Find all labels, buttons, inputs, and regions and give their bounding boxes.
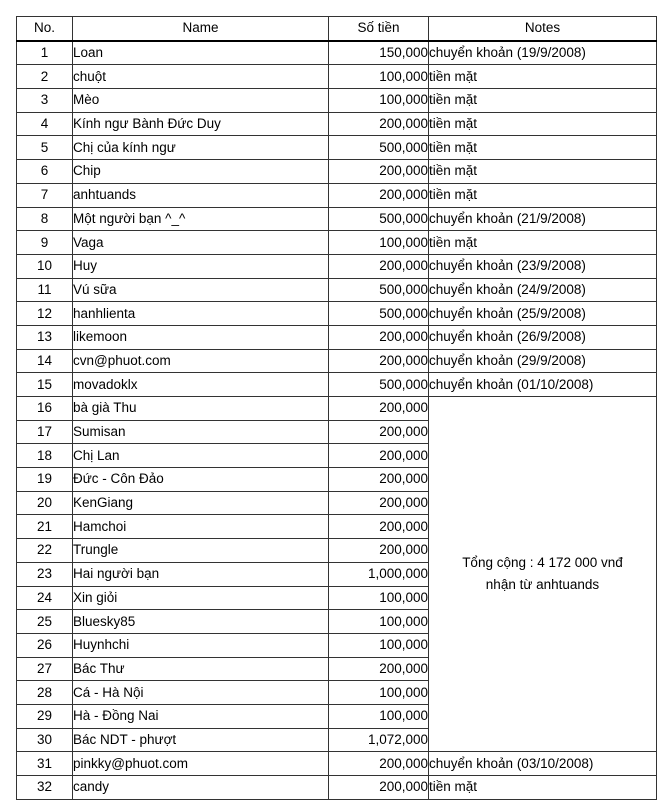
donor-name: Một người bạn ^_^ [73, 207, 329, 231]
donor-name: KenGiang [73, 491, 329, 515]
row-number: 11 [17, 278, 73, 302]
table-row [17, 254, 657, 278]
table-row [17, 41, 657, 65]
payment-note: tiền mặt [429, 112, 657, 136]
donor-name: Chip [73, 160, 329, 184]
donation-amount: 100,000 [329, 633, 429, 657]
payment-note: chuyển khoản (23/9/2008) [429, 254, 657, 278]
donation-table [16, 16, 657, 800]
donor-name: Loan [73, 41, 329, 65]
donor-name: Bác NDT - phượt [73, 728, 329, 752]
donation-amount: 100,000 [329, 586, 429, 610]
table-row [17, 349, 657, 373]
row-number: 3 [17, 89, 73, 113]
donation-amount: 500,000 [329, 278, 429, 302]
donor-name: Đức - Côn Đảo [73, 468, 329, 492]
total-summary-cell [429, 397, 657, 752]
table-row [17, 752, 657, 776]
donor-name: movadoklx [73, 373, 329, 397]
donor-name: bà già Thu [73, 397, 329, 421]
row-number: 12 [17, 302, 73, 326]
row-number: 27 [17, 657, 73, 681]
donation-amount: 100,000 [329, 231, 429, 255]
donation-amount: 200,000 [329, 397, 429, 421]
row-number: 6 [17, 160, 73, 184]
total-receiver-text: nhận từ anhtuands [485, 577, 600, 593]
payment-note: tiền mặt [429, 231, 657, 255]
payment-note: tiền mặt [429, 183, 657, 207]
payment-note: tiền mặt [429, 136, 657, 160]
donor-name: Kính ngư Bành Đức Duy [73, 112, 329, 136]
row-number: 25 [17, 610, 73, 634]
row-number: 14 [17, 349, 73, 373]
row-number: 32 [17, 776, 73, 800]
row-number: 30 [17, 728, 73, 752]
donor-name: chuột [73, 65, 329, 89]
donor-name: Hai người bạn [73, 562, 329, 586]
header-row [17, 17, 657, 41]
row-number: 16 [17, 397, 73, 421]
table-row [17, 65, 657, 89]
donor-name: Hamchoi [73, 515, 329, 539]
donor-name: Hà - Đồng Nai [73, 704, 329, 728]
header-no: No. [17, 17, 73, 41]
table-row [17, 89, 657, 113]
header-amount: Số tiền [329, 17, 429, 41]
row-number: 18 [17, 444, 73, 468]
donation-amount: 200,000 [329, 515, 429, 539]
row-number: 29 [17, 704, 73, 728]
payment-note: tiền mặt [429, 89, 657, 113]
row-number: 13 [17, 325, 73, 349]
payment-note: chuyển khoản (25/9/2008) [429, 302, 657, 326]
table-row [17, 183, 657, 207]
donor-name: Vaga [73, 231, 329, 255]
donor-name: cvn@phuot.com [73, 349, 329, 373]
table-row [17, 136, 657, 160]
payment-note: tiền mặt [429, 160, 657, 184]
donation-amount: 1,072,000 [329, 728, 429, 752]
header-notes: Notes [429, 17, 657, 41]
donation-amount: 200,000 [329, 657, 429, 681]
donor-name: Bluesky85 [73, 610, 329, 634]
payment-note: tiền mặt [429, 776, 657, 800]
table-row [17, 207, 657, 231]
donor-name: Xin giỏi [73, 586, 329, 610]
donation-amount: 200,000 [329, 444, 429, 468]
row-number: 8 [17, 207, 73, 231]
donation-amount: 150,000 [329, 41, 429, 65]
header-name: Name [73, 17, 329, 41]
table-row [17, 160, 657, 184]
donor-name: Bác Thư [73, 657, 329, 681]
row-number: 2 [17, 65, 73, 89]
row-number: 20 [17, 491, 73, 515]
donation-amount: 200,000 [329, 776, 429, 800]
donor-name: candy [73, 776, 329, 800]
donation-amount: 200,000 [329, 325, 429, 349]
donation-amount: 200,000 [329, 420, 429, 444]
row-number: 24 [17, 586, 73, 610]
row-number: 28 [17, 681, 73, 705]
row-number: 17 [17, 420, 73, 444]
table-row [17, 776, 657, 800]
row-number: 4 [17, 112, 73, 136]
donation-amount: 1,000,000 [329, 562, 429, 586]
table-row [17, 231, 657, 255]
donor-name: anhtuands [73, 183, 329, 207]
donation-amount: 500,000 [329, 207, 429, 231]
donor-name: Chị Lan [73, 444, 329, 468]
donor-name: hanhlienta [73, 302, 329, 326]
donor-name: Chị của kính ngư [73, 136, 329, 160]
total-amount-text: Tổng cộng : 4 172 000 vnđ [462, 555, 623, 571]
row-number: 9 [17, 231, 73, 255]
donor-name: Vú sữa [73, 278, 329, 302]
donation-amount: 200,000 [329, 183, 429, 207]
donation-amount: 200,000 [329, 349, 429, 373]
row-number: 1 [17, 41, 73, 65]
table-row [17, 373, 657, 397]
payment-note: chuyển khoản (19/9/2008) [429, 41, 657, 65]
donation-amount: 100,000 [329, 65, 429, 89]
payment-note: chuyển khoản (01/10/2008) [429, 373, 657, 397]
payment-note: chuyển khoản (24/9/2008) [429, 278, 657, 302]
row-number: 15 [17, 373, 73, 397]
row-number: 31 [17, 752, 73, 776]
donor-name: Trungle [73, 539, 329, 563]
donor-name: pinkky@phuot.com [73, 752, 329, 776]
table-body [17, 41, 657, 800]
donor-name: Huynhchi [73, 633, 329, 657]
donor-name: Cá - Hà Nội [73, 681, 329, 705]
table-row [17, 278, 657, 302]
donation-amount: 200,000 [329, 491, 429, 515]
row-number: 10 [17, 254, 73, 278]
donation-amount: 100,000 [329, 704, 429, 728]
donor-name: likemoon [73, 325, 329, 349]
donation-amount: 200,000 [329, 752, 429, 776]
donation-amount: 500,000 [329, 136, 429, 160]
donation-amount: 200,000 [329, 468, 429, 492]
donation-amount: 500,000 [329, 373, 429, 397]
table-row [17, 112, 657, 136]
donor-name: Mèo [73, 89, 329, 113]
row-number: 22 [17, 539, 73, 563]
donor-name: Huy [73, 254, 329, 278]
row-number: 23 [17, 562, 73, 586]
payment-note: chuyển khoản (29/9/2008) [429, 349, 657, 373]
row-number: 21 [17, 515, 73, 539]
donation-amount: 100,000 [329, 610, 429, 634]
payment-note: chuyển khoản (03/10/2008) [429, 752, 657, 776]
donation-amount: 100,000 [329, 89, 429, 113]
payment-note: tiền mặt [429, 65, 657, 89]
donation-amount: 200,000 [329, 112, 429, 136]
row-number: 7 [17, 183, 73, 207]
table-row [17, 302, 657, 326]
row-number: 26 [17, 633, 73, 657]
payment-note: chuyển khoản (26/9/2008) [429, 325, 657, 349]
donation-amount: 200,000 [329, 254, 429, 278]
donation-amount: 200,000 [329, 160, 429, 184]
table-row [17, 325, 657, 349]
donation-amount: 100,000 [329, 681, 429, 705]
table-row [17, 397, 657, 421]
donation-amount: 500,000 [329, 302, 429, 326]
row-number: 19 [17, 468, 73, 492]
donation-amount: 200,000 [329, 539, 429, 563]
donor-name: Sumisan [73, 420, 329, 444]
row-number: 5 [17, 136, 73, 160]
payment-note: chuyển khoản (21/9/2008) [429, 207, 657, 231]
